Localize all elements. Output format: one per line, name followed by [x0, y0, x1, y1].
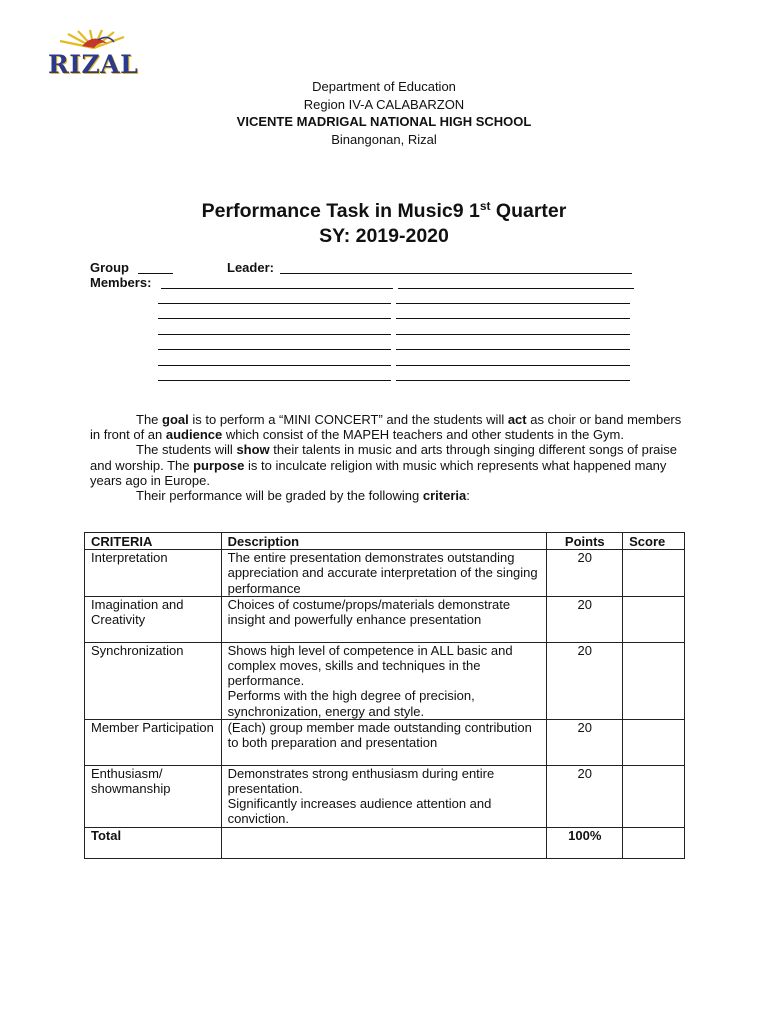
member-field[interactable]: [396, 318, 630, 319]
region-line: Region IV-A CALABARZON: [303, 96, 465, 112]
school-name: VICENTE MADRIGAL NATIONAL HIGH SCHOOL: [236, 114, 532, 129]
table-row: [85, 765, 685, 827]
members-label: Members:: [90, 275, 152, 290]
leader-field[interactable]: [280, 273, 632, 274]
rubric-table: [84, 532, 685, 859]
table-header-row: [85, 533, 685, 550]
group-field[interactable]: [138, 273, 173, 274]
total-score-cell[interactable]: [623, 827, 685, 858]
score-cell[interactable]: [623, 550, 685, 597]
criteria-cell: Synchronization: [85, 642, 222, 719]
table-row: [85, 550, 685, 597]
score-cell[interactable]: [623, 596, 685, 642]
text-run: Their performance will be graded by the following: [136, 488, 423, 504]
points-cell: 20: [547, 765, 623, 827]
score-header: Score: [623, 533, 685, 550]
title-superscript: st: [479, 199, 491, 213]
member-field[interactable]: [161, 288, 393, 289]
text-run: which consist of the MAPEH teachers and other students in the Gym.: [222, 427, 624, 443]
text-run: :: [466, 488, 470, 504]
table-row: [85, 596, 685, 642]
description-header: Description: [221, 533, 547, 550]
score-cell[interactable]: [623, 642, 685, 719]
total-description-cell: [221, 827, 547, 858]
title-quarter: Quarter: [490, 200, 567, 222]
criteria-header: CRITERIA: [85, 533, 222, 550]
description-text: Shows high level of competence in ALL basic and complex moves, skills and techniques in the performance.: [227, 642, 513, 689]
member-field[interactable]: [396, 303, 630, 304]
criteria-cell: Enthusiasm/ showmanship: [85, 765, 222, 827]
member-field[interactable]: [158, 334, 391, 335]
document-header: [0, 78, 768, 148]
table-row: [85, 642, 685, 719]
member-field[interactable]: [396, 365, 630, 366]
description-text: Demonstrates strong enthusiasm during entire presentation.: [227, 765, 495, 797]
show-keyword: show: [236, 442, 270, 458]
description-cell: (Each) group member made outstanding contribution to both preparation and presentation: [221, 719, 547, 765]
text-run: their talents in music and arts through singing different songs of praise and worship. The: [90, 442, 677, 473]
group-label: Group: [90, 260, 129, 275]
description-cell: Choices of costume/props/materials demonstrate insight and powerfully enhance presentation: [221, 596, 547, 642]
member-field[interactable]: [396, 334, 630, 335]
criteria-paragraph: [90, 488, 690, 503]
logo-text: RIZAL: [48, 50, 139, 79]
description-text: Performs with the high degree of precision, synchronization, energy and style.: [227, 688, 475, 719]
criteria-keyword: criteria: [422, 488, 467, 504]
goal-paragraph: [90, 412, 690, 442]
table-row: [85, 719, 685, 765]
text-run: as choir or band members in front of an: [90, 412, 682, 443]
member-field[interactable]: [398, 288, 634, 289]
text-run: is to perform a “MINI CONCERT” and the students will: [188, 412, 508, 427]
purpose-paragraph: [90, 442, 690, 488]
description-cell: [221, 642, 547, 719]
task-instructions: [90, 412, 690, 503]
text-run: is to inculcate religion with music which represents what happened many years ago in Europe.: [90, 457, 667, 488]
member-field[interactable]: [396, 380, 630, 381]
criteria-cell: Member Participation: [85, 719, 222, 765]
description-text: Significantly increases audience attention and conviction.: [227, 796, 492, 827]
score-cell[interactable]: [623, 719, 685, 765]
score-cell[interactable]: [623, 765, 685, 827]
member-field[interactable]: [396, 349, 630, 350]
department-line: Department of Education: [312, 79, 456, 94]
goal-keyword: goal: [162, 412, 189, 427]
member-field[interactable]: [158, 303, 391, 304]
description-cell: [221, 765, 547, 827]
total-row: [85, 827, 685, 858]
total-label: Total: [85, 827, 222, 858]
act-keyword: act: [507, 412, 527, 427]
title-text: Performance Task in Music9 1: [201, 200, 480, 222]
member-field[interactable]: [158, 380, 391, 381]
criteria-cell: Imagination and Creativity: [85, 596, 222, 642]
audience-keyword: audience: [165, 427, 223, 443]
total-points: 100%: [547, 827, 623, 858]
points-header: Points: [547, 533, 623, 550]
text-run: The: [136, 412, 163, 427]
points-cell: 20: [547, 550, 623, 597]
points-cell: 20: [547, 719, 623, 765]
member-field[interactable]: [158, 349, 391, 350]
member-field[interactable]: [158, 318, 391, 319]
description-cell: The entire presentation demonstrates outstanding appreciation and accurate interpretation of the singing performance: [221, 550, 547, 597]
criteria-cell: Interpretation: [85, 550, 222, 597]
points-cell: 20: [547, 642, 623, 719]
rizal-logo: [44, 28, 148, 84]
text-run: The students will: [136, 442, 237, 458]
leader-label: Leader:: [227, 260, 274, 275]
member-field[interactable]: [158, 365, 391, 366]
points-cell: 20: [547, 596, 623, 642]
school-year: SY: 2019-2020: [319, 225, 449, 247]
page-title: [0, 199, 768, 249]
purpose-keyword: purpose: [193, 457, 245, 473]
school-address: Binangonan, Rizal: [331, 131, 437, 147]
